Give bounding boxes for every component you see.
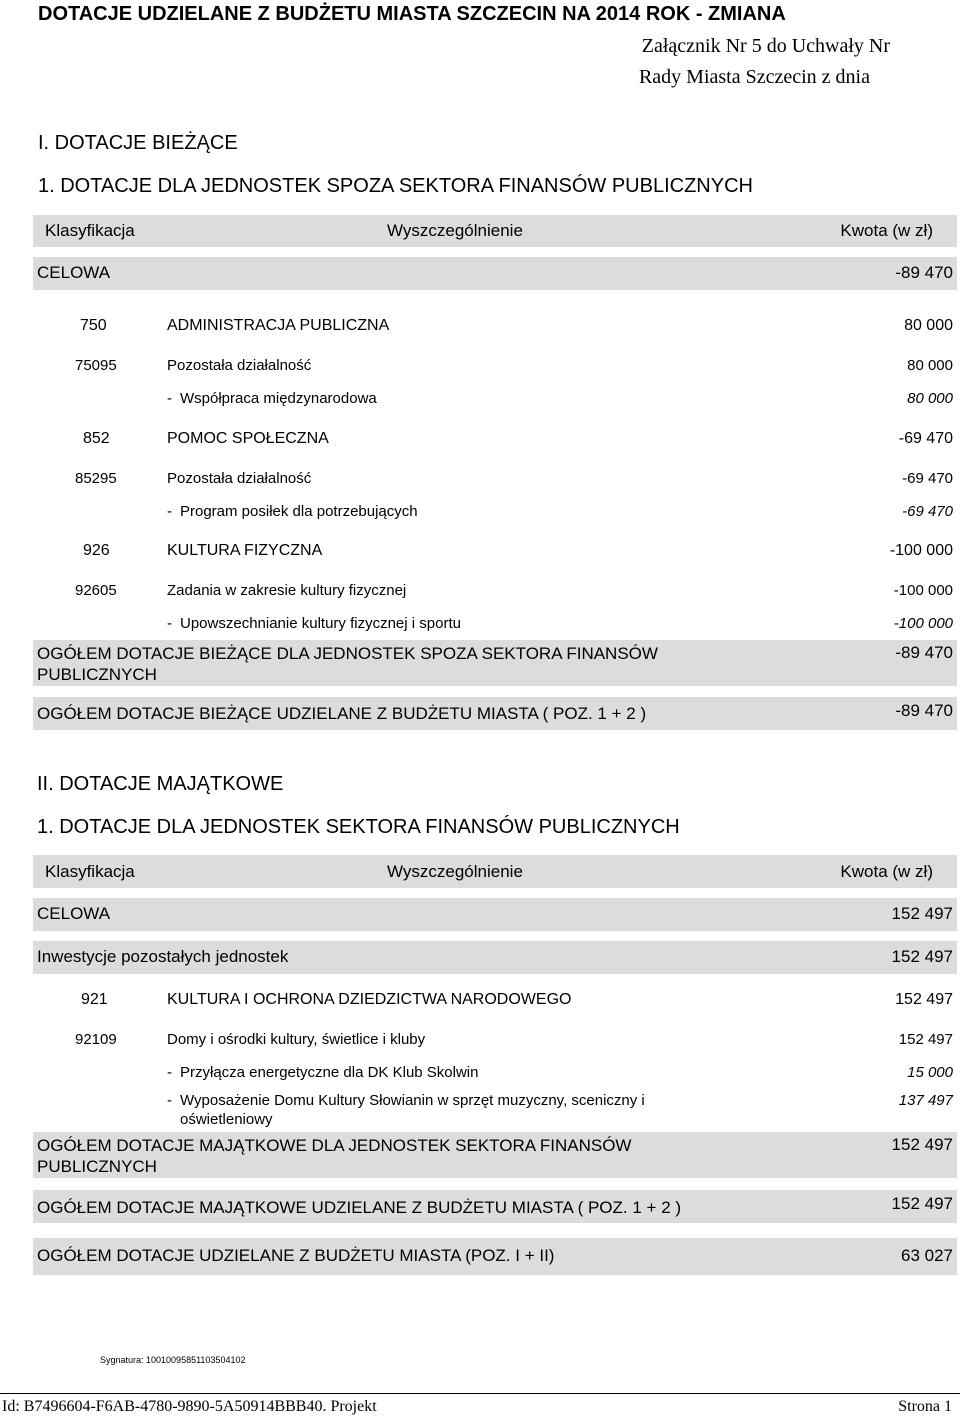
total-label: OGÓŁEM DOTACJE MAJĄTKOWE UDZIELANE Z BUDŻETU MIASTA ( POZ. 1 + 2 ) bbox=[37, 1198, 682, 1217]
row-amount: -100 000 bbox=[893, 615, 953, 632]
grand-total-bar bbox=[33, 1238, 957, 1275]
celowa-amount: 152 497 bbox=[891, 904, 953, 923]
row-name: Przyłącza energetyczne dla DK Klub Skolwin bbox=[180, 1064, 479, 1081]
total-bar-4 bbox=[33, 1190, 957, 1223]
row-name: ADMINISTRACJA PUBLICZNA bbox=[167, 317, 390, 334]
total-bar-2 bbox=[33, 697, 957, 730]
investment-bar bbox=[33, 941, 957, 974]
total-amount: -89 470 bbox=[895, 643, 953, 662]
footer-page: Strona 1 bbox=[898, 1398, 952, 1415]
row-name: Program posiłek dla potrzebujących bbox=[180, 503, 418, 520]
row-dash: - bbox=[167, 503, 172, 520]
section-1-subheading: 1. DOTACJE DLA JEDNOSTEK SPOZA SEKTORA FINANSÓW PUBLICZNYCH bbox=[38, 175, 753, 197]
col-klasyfikacja: Klasyfikacja bbox=[45, 221, 135, 240]
row-amount: 80 000 bbox=[904, 317, 953, 334]
investment-amount: 152 497 bbox=[891, 947, 953, 966]
total-amount: 152 497 bbox=[891, 1194, 953, 1213]
footer-id: Id: B7496604-F6AB-4780-9890-5A50914BBB40. Projekt bbox=[2, 1398, 377, 1415]
row-name: Domy i ośrodki kultury, świetlice i kluby bbox=[167, 1031, 426, 1048]
total-label-line2: PUBLICZNYCH bbox=[37, 665, 157, 684]
celowa-bar-1 bbox=[33, 257, 957, 290]
total-bar-3 bbox=[33, 1132, 957, 1178]
table-header-1 bbox=[33, 215, 957, 247]
signature: Sygnatura: 10010095851103504102 bbox=[100, 1355, 246, 1365]
row-amount: -69 470 bbox=[902, 470, 953, 487]
col-wyszczegolnienie: Wyszczególnienie bbox=[387, 862, 523, 881]
row-code: 92109 bbox=[75, 1031, 117, 1048]
row-name-line2: oświetleniowy bbox=[180, 1111, 273, 1128]
row-amount: -69 470 bbox=[898, 430, 953, 447]
row-dash: - bbox=[167, 1092, 172, 1109]
row-name: KULTURA I OCHRONA DZIEDZICTWA NARODOWEGO bbox=[167, 991, 572, 1008]
table-header-2 bbox=[33, 855, 957, 888]
total-amount: -89 470 bbox=[895, 701, 953, 720]
row-amount: 80 000 bbox=[907, 357, 953, 374]
row-amount: -69 470 bbox=[902, 503, 953, 520]
row-name: Upowszechnianie kultury fizycznej i sportu bbox=[180, 615, 461, 632]
row-name: POMOC SPOŁECZNA bbox=[167, 430, 329, 447]
celowa-label: CELOWA bbox=[37, 263, 111, 282]
col-kwota: Kwota (w zł) bbox=[840, 862, 933, 881]
col-wyszczegolnienie: Wyszczególnienie bbox=[387, 221, 523, 240]
row-code: 921 bbox=[81, 991, 108, 1008]
row-amount: 15 000 bbox=[907, 1064, 953, 1081]
row-name: Pozostała działalność bbox=[167, 470, 312, 487]
row-code: 85295 bbox=[75, 470, 117, 487]
footer-divider bbox=[0, 1393, 960, 1394]
celowa-label: CELOWA bbox=[37, 904, 111, 923]
row-dash: - bbox=[167, 390, 172, 407]
section-1-heading: I. DOTACJE BIEŻĄCE bbox=[38, 132, 238, 154]
total-bar-1 bbox=[33, 640, 957, 686]
row-amount: 80 000 bbox=[907, 390, 953, 407]
row-code: 926 bbox=[83, 542, 110, 559]
row-name: KULTURA FIZYCZNA bbox=[167, 542, 323, 559]
row-name: Współpraca międzynarodowa bbox=[180, 390, 377, 407]
total-label: OGÓŁEM DOTACJE BIEŻĄCE UDZIELANE Z BUDŻETU MIASTA ( POZ. 1 + 2 ) bbox=[37, 704, 647, 723]
row-amount: 152 497 bbox=[898, 1031, 953, 1048]
row-amount: 137 497 bbox=[898, 1092, 953, 1109]
section-2-subheading: 1. DOTACJE DLA JEDNOSTEK SEKTORA FINANSÓW PUBLICZNYCH bbox=[37, 816, 680, 838]
investment-label: Inwestycje pozostałych jednostek bbox=[37, 947, 289, 966]
row-amount: 152 497 bbox=[895, 991, 953, 1008]
celowa-bar-2 bbox=[33, 898, 957, 931]
grand-total-label: OGÓŁEM DOTACJE UDZIELANE Z BUDŻETU MIASTA (POZ. I + II) bbox=[37, 1246, 555, 1265]
total-label-line1: OGÓŁEM DOTACJE MAJĄTKOWE DLA JEDNOSTEK SEKTORA FINANSÓW bbox=[37, 1136, 632, 1155]
row-code: 92605 bbox=[75, 582, 117, 599]
row-name: Zadania w zakresie kultury fizycznej bbox=[167, 582, 407, 599]
total-label-line1: OGÓŁEM DOTACJE BIEŻĄCE DLA JEDNOSTEK SPOZA SEKTORA FINANSÓW bbox=[37, 644, 658, 663]
annex-line-2: Rady Miasta Szczecin z dnia bbox=[638, 66, 870, 88]
row-name: Pozostała działalność bbox=[167, 357, 312, 374]
row-code: 75095 bbox=[75, 357, 117, 374]
section-2-heading: II. DOTACJE MAJĄTKOWE bbox=[37, 773, 284, 795]
annex-line-1: Załącznik Nr 5 do Uchwały Nr bbox=[641, 35, 890, 57]
row-code: 852 bbox=[83, 430, 110, 447]
row-dash: - bbox=[167, 615, 172, 632]
col-kwota: Kwota (w zł) bbox=[840, 221, 933, 240]
total-amount: 152 497 bbox=[891, 1135, 953, 1154]
row-code: 750 bbox=[80, 317, 107, 334]
grand-total-amount: 63 027 bbox=[901, 1246, 953, 1265]
row-name-line1: Wyposażenie Domu Kultury Słowianin w sprzęt muzyczny, sceniczny i bbox=[180, 1092, 645, 1109]
total-label-line2: PUBLICZNYCH bbox=[37, 1157, 157, 1176]
document-title: DOTACJE UDZIELANE Z BUDŻETU MIASTA SZCZECIN NA 2014 ROK - ZMIANA bbox=[38, 3, 786, 25]
row-amount: -100 000 bbox=[889, 542, 953, 559]
col-klasyfikacja: Klasyfikacja bbox=[45, 862, 135, 881]
row-amount: -100 000 bbox=[893, 582, 953, 599]
celowa-amount: -89 470 bbox=[895, 263, 953, 282]
row-dash: - bbox=[167, 1064, 172, 1081]
